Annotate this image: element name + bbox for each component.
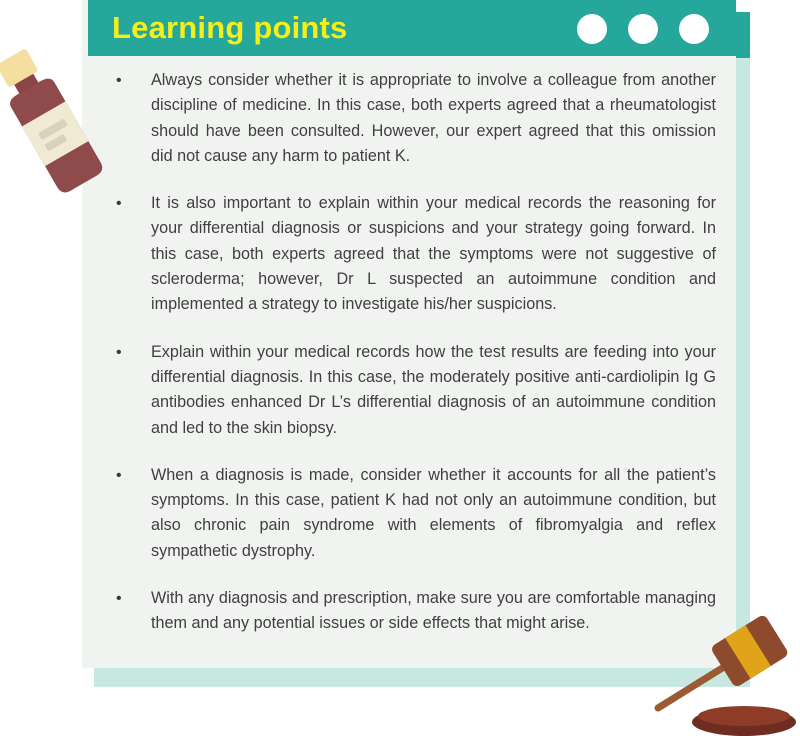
- bullet: •: [116, 343, 122, 361]
- list-item: [116, 68, 716, 169]
- list-item: [116, 340, 716, 441]
- header-dot-3: [679, 14, 709, 44]
- header-dot-2: [628, 14, 658, 44]
- card-header: [88, 0, 736, 56]
- gavel-block-top: [698, 706, 790, 726]
- list-item: [116, 191, 716, 317]
- point-text: Explain within your medical records how the test results are feeding into your differential diagnosis. In this case, the moderately positive anti-cardiolipin Ig G antibodies enhanced Dr L’s differential diagnosis of an autoimmune condition and led to the skin biopsy.: [151, 342, 716, 437]
- page-title: Learning points: [112, 10, 348, 45]
- list-item: [116, 463, 716, 564]
- point-text: Always consider whether it is appropriate to involve a colleague from another discipline of medicine. In this case, both experts agreed that a rheumatologist should have been consulted. However, our expert agreed that this omission did not cause any harm to patient K.: [151, 71, 716, 165]
- point-text: When a diagnosis is made, consider whether it accounts for all the patient’s symptoms. In this case, patient K had not only an autoimmune condition, but also chronic pain syndrome with elements of fibromyalgia and reflex sympathetic dystrophy.: [151, 465, 716, 560]
- bullet: •: [116, 590, 122, 608]
- bullet: •: [116, 195, 122, 213]
- bullet: •: [116, 466, 122, 484]
- header-dot-1: [577, 14, 607, 44]
- medicine-bottle-icon: [0, 36, 120, 196]
- card-shadow-header: [736, 12, 750, 58]
- bullet: •: [116, 72, 122, 89]
- header-dots: [577, 14, 709, 44]
- gavel-icon: [648, 604, 800, 736]
- list-item: [116, 586, 716, 637]
- point-text: With any diagnosis and prescription, make sure you are comfortable managing them and any potential issues or side effects that might arise.: [151, 589, 716, 633]
- learning-points-list: [116, 68, 716, 659]
- card-shadow-right: [736, 12, 750, 687]
- point-text: It is also important to explain within your medical records the reasoning for your differential diagnosis or suspicions and your strategy going forward. In this case, both experts agreed that the symptoms were not suggestive of scleroderma; however, Dr L suspected an autoimmune condition and implemented a strategy to investigate his/her suspicions.: [151, 194, 716, 314]
